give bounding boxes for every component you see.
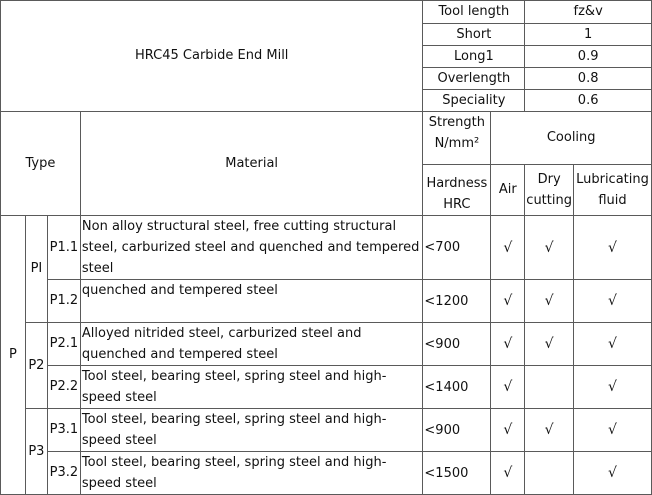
material-description: Tool steel, bearing steel, spring steel and high-speed steel xyxy=(80,452,423,495)
table-row xyxy=(1,409,652,452)
dry-cutting-check-icon: √ xyxy=(525,323,574,366)
table-row xyxy=(1,280,652,323)
material-description: Tool steel, bearing steel, spring steel and high-speed steel xyxy=(80,366,423,409)
lubricating-fluid-check-icon: √ xyxy=(573,409,651,452)
material-code: P1.1 xyxy=(47,216,80,280)
cooling-header: Cooling xyxy=(491,112,652,165)
air-check-icon: √ xyxy=(491,280,525,323)
lubricating-fluid-check-icon: √ xyxy=(573,452,651,495)
material-group: P xyxy=(1,216,26,495)
factor-value: 0.9 xyxy=(525,46,652,68)
subgroup-label: PI xyxy=(25,216,47,323)
factor-label: Short xyxy=(423,24,525,46)
table-row xyxy=(1,452,652,495)
strength-value: <1400 xyxy=(423,366,491,409)
material-code: P2.2 xyxy=(47,366,80,409)
table-row xyxy=(1,216,652,280)
factor-value: 0.6 xyxy=(525,90,652,112)
material-code: P3.1 xyxy=(47,409,80,452)
factor-label: Speciality xyxy=(423,90,525,112)
factor-value: 1 xyxy=(525,24,652,46)
type-header: Type xyxy=(1,112,81,216)
subgroup-label: P2 xyxy=(25,323,47,409)
air-check-icon: √ xyxy=(491,409,525,452)
dry-cutting-check-icon xyxy=(525,366,574,409)
material-description: Alloyed nitrided steel, carburized steel and quenched and tempered steel xyxy=(80,323,423,366)
material-description: Tool steel, bearing steel, spring steel and high-speed steel xyxy=(80,409,423,452)
lubricating-fluid-header: Lubricating fluid xyxy=(573,165,651,216)
air-check-icon: √ xyxy=(491,323,525,366)
lubricating-fluid-check-icon: √ xyxy=(573,323,651,366)
factor-header-label: Tool length xyxy=(423,1,525,24)
strength-value: <900 xyxy=(423,409,491,452)
material-header: Material xyxy=(80,112,423,216)
material-code: P2.1 xyxy=(47,323,80,366)
lubricating-fluid-check-icon: √ xyxy=(573,216,651,280)
strength-value: <1500 xyxy=(423,452,491,495)
air-check-icon: √ xyxy=(491,216,525,280)
air-header: Air xyxy=(491,165,525,216)
dry-cutting-check-icon: √ xyxy=(525,216,574,280)
material-code: P3.2 xyxy=(47,452,80,495)
strength-value: <1200 xyxy=(423,280,491,323)
dry-cutting-header: Dry cutting xyxy=(525,165,574,216)
material-code: P1.2 xyxy=(47,280,80,323)
dry-cutting-check-icon: √ xyxy=(525,280,574,323)
subgroup-label: P3 xyxy=(25,409,47,495)
table-row xyxy=(1,366,652,409)
factor-label: Overlength xyxy=(423,68,525,90)
strength-header: Strength N/mm² xyxy=(423,112,491,165)
factor-label: Long1 xyxy=(423,46,525,68)
material-description: quenched and tempered steel xyxy=(80,280,423,323)
air-check-icon: √ xyxy=(491,452,525,495)
strength-value: <900 xyxy=(423,323,491,366)
material-description: Non alloy structural steel, free cutting structural steel, carburized steel and quenched and tempered steel xyxy=(80,216,423,280)
factor-value: 0.8 xyxy=(525,68,652,90)
lubricating-fluid-check-icon: √ xyxy=(573,366,651,409)
dry-cutting-check-icon xyxy=(525,452,574,495)
table-title: HRC45 Carbide End Mill xyxy=(1,1,423,112)
factor-header-value: fz&v xyxy=(525,1,652,24)
hardness-header: Hardness HRC xyxy=(423,165,491,216)
strength-value: <700 xyxy=(423,216,491,280)
table-row xyxy=(1,323,652,366)
dry-cutting-check-icon: √ xyxy=(525,409,574,452)
lubricating-fluid-check-icon: √ xyxy=(573,280,651,323)
air-check-icon: √ xyxy=(491,366,525,409)
